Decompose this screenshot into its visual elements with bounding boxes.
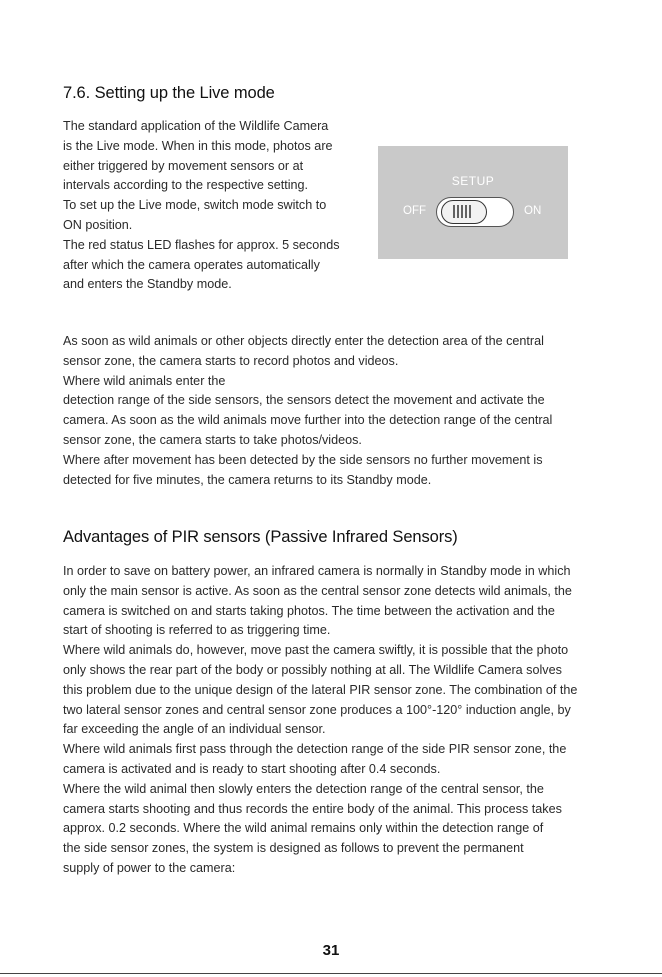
setup-switch-illustration (378, 146, 568, 259)
bottom-divider (0, 973, 662, 974)
text-line: supply of power to the camera: (63, 860, 236, 875)
section-title-pir-advantages: Advantages of PIR sensors (Passive Infrared Sensors) (63, 528, 458, 546)
text-line: Where the wild animal then slowly enters the detection range of the central sensor, the (63, 781, 544, 796)
text-line: camera starts shooting and thus records the entire body of the animal. This process takes (63, 801, 562, 816)
text-line: To set up the Live mode, switch mode switch to (63, 198, 327, 213)
setup-label: SETUP (451, 174, 495, 188)
text-line: sensor zone, the camera starts to take photos/videos. (63, 432, 362, 447)
mode-switch-knob (441, 200, 487, 224)
live-mode-paragraph (63, 117, 340, 295)
text-line: two lateral sensor zones and central sensor zone produces a 100°-120° induction angle, by (63, 702, 571, 717)
text-line: As soon as wild animals or other objects directly enter the detection area of the central (63, 334, 544, 348)
text-line: intervals according to the respective setting. (63, 178, 309, 193)
text-line: after which the camera operates automatically (63, 257, 320, 272)
text-line: this problem due to the unique design of the lateral PIR sensor zone. The combination of the (63, 682, 578, 697)
text-line: camera is activated and is ready to start shooting after 0.4 seconds. (63, 761, 441, 776)
pir-paragraph (63, 562, 577, 879)
text-line: ON position. (63, 217, 133, 232)
text-line: start of shooting is referred to as triggering time. (63, 623, 331, 638)
section-title-live-mode: 7.6. Setting up the Live mode (63, 84, 275, 102)
text-line: detected for five minutes, the camera returns to its Standby mode. (63, 472, 432, 487)
detection-paragraph (63, 332, 552, 490)
text-line: Where wild animals enter the (63, 373, 226, 388)
text-line: camera. As soon as the wild animals move further into the detection range of the central (63, 413, 553, 428)
text-line: detection range of the side sensors, the sensors detect the movement and activate the (63, 393, 545, 408)
text-line: either triggered by movement sensors or at (63, 158, 304, 173)
text-line: only shows the rear part of the body or possibly nothing at all. The Wildlife Camera solves (63, 662, 562, 677)
on-label: ON (524, 205, 542, 217)
text-line: The red status LED flashes for approx. 5 seconds (63, 237, 340, 252)
page-number: 31 (322, 942, 340, 959)
text-line: and enters the Standby mode. (63, 277, 232, 292)
text-line: camera is switched on and starts taking photos. The time between the activation and the (63, 603, 555, 618)
text-line: In order to save on battery power, an infrared camera is normally in Standby mode in which (63, 564, 571, 578)
text-line: is the Live mode. When in this mode, photos are (63, 138, 333, 153)
text-line: Where wild animals do, however, move past the camera swiftly, it is possible that the photo (63, 643, 569, 658)
text-line: only the main sensor is active. As soon as the central sensor zone detects wild animals, the (63, 583, 572, 598)
text-line: approx. 0.2 seconds. Where the wild animal remains only within the detection range of (63, 821, 544, 836)
off-label: OFF (403, 205, 426, 217)
mode-switch-track (436, 197, 514, 227)
text-line: the side sensor zones, the system is designed as follows to prevent the permanent (63, 841, 524, 856)
text-line: far exceeding the angle of an individual sensor. (63, 722, 326, 737)
text-line: Where after movement has been detected by the side sensors no further movement is (63, 452, 543, 467)
text-line: sensor zone, the camera starts to record photos and videos. (63, 353, 399, 368)
text-line: The standard application of the Wildlife Camera (63, 119, 329, 133)
knob-grip-icon (442, 201, 485, 222)
text-line: Where wild animals first pass through the detection range of the side PIR sensor zone, the (63, 742, 567, 757)
